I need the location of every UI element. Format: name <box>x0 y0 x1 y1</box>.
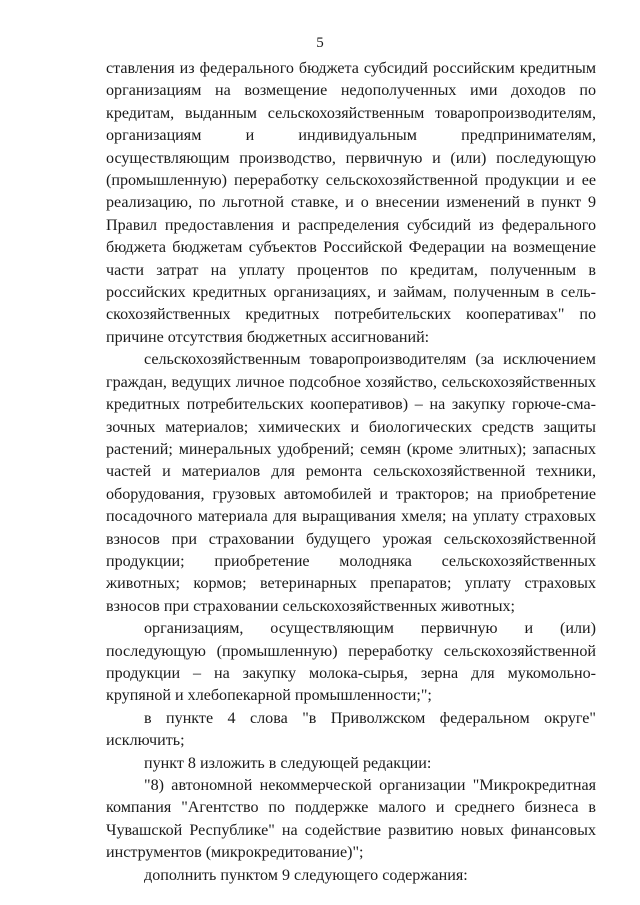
paragraph: "8) автономной некоммерческой организации "Микрокредитная компания "Агентство по поддержке малого и среднего бизнеса в Чувашской Республике" на содействие развитию новых финансовых инструментов (микрокредитование)"; <box>106 777 596 862</box>
paragraph: ставления из федерального бюджета субсидий российским кредитным организациям на возмещение недополученных ими доходов по кредитам, выданным сельскохозяйственным товаропроизводителям, организациям и индивидуальным предпринимателям, осуществляющим производство, первичную и (или) последующую (промышленную) переработку сельскохозяйственной продукции и ее реализацию, по льготной ставке, и о внесении изменений в пункт 9 Правил предоставления и распределения субсидий из федерального бюджета бюджетам субъектов Российской Федерации на возмещение части затрат на уплату процентов по кредитам, полученным в российских кредитных организациях, и займам, полученным в сельскохозяйственных кредитных потребительских кооперативах" по причине отсутствия бюджетных ассигнований: <box>106 60 596 346</box>
paragraph: пункт 8 изложить в следующей редакции: <box>144 754 432 772</box>
paragraph: в пункте 4 слова "в Приволжском федеральном округе" исключить; <box>106 709 596 750</box>
page-number: 5 <box>316 35 324 51</box>
paragraph: сельскохозяйственным товаропроизводителям (за исключением граждан, ведущих личное подсобное хозяйство, сельскохозяйственных кредитных потребительских кооперативов) – на закупку горюче-смазочных материалов; химических и биологических средств защиты растений; минеральных удобрений; семян (кроме элитных); запасных частей и материалов для ремонта сельскохозяйственной техники, оборудования, грузовых автомобилей и тракторов; на приобретение посадочного материала для выращивания хмеля; на уплату страховых взносов при страховании будущего урожая сельскохозяйственной продукции; приобретение молодняка сельскохозяйственных животных; кормов; ветеринарных препаратов; уплату страховых взносов при страховании сельскохозяйственных животных; <box>106 351 596 615</box>
paragraph: организациям, осуществляющим первичную и (или) последующую (промышленную) переработку сельскохозяйственной продукции – на закупку молока-сырья, зерна для мукомольно-крупяной и хлебопекарной промышленности;"; <box>106 620 596 705</box>
document-body <box>106 58 596 887</box>
paragraph: дополнить пунктом 9 следующего содержания: <box>144 866 468 884</box>
